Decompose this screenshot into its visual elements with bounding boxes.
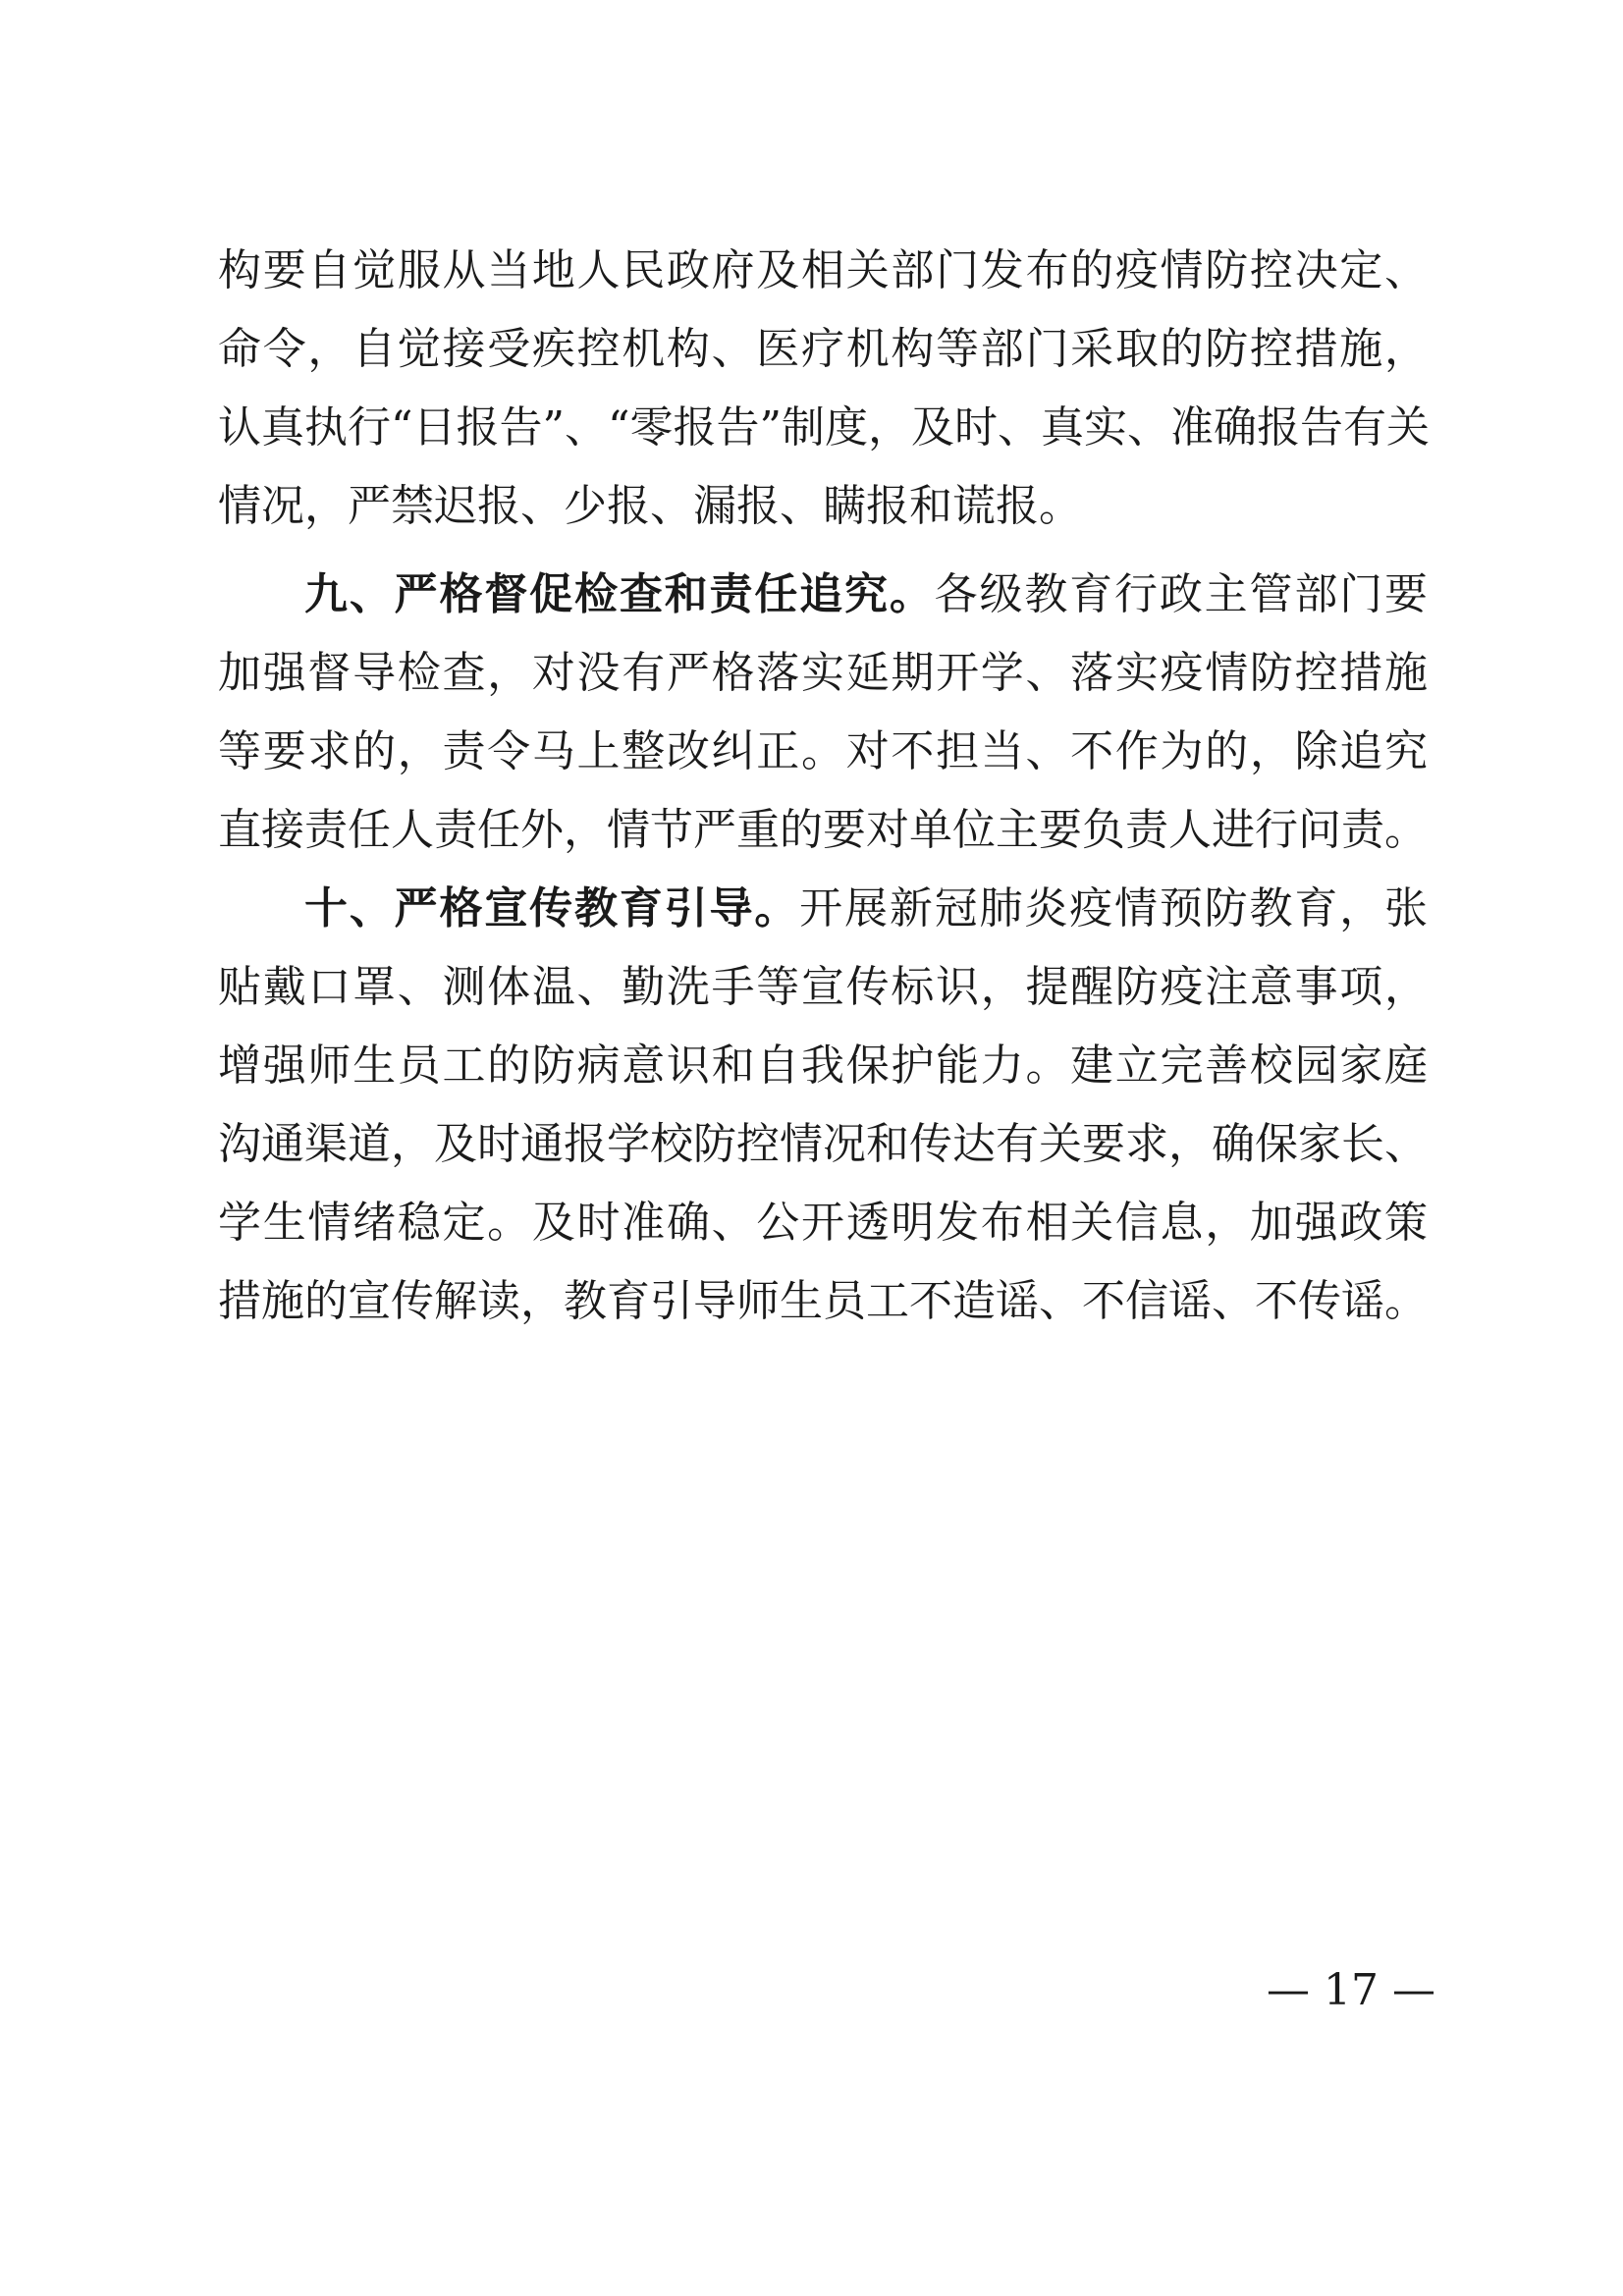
paragraph-line: 贴戴口罩、测体温、勤洗手等宣传标识，提醒防疫注意事项， <box>218 962 1428 1012</box>
paragraph-line: 直接责任人责任外，情节严重的要对单位主要负责人进行问责。 <box>218 805 1428 855</box>
paragraph-line: 学生情绪稳定。及时准确、公开透明发布相关信息，加强政策 <box>218 1198 1428 1248</box>
paragraph-line: 沟通渠道，及时通报学校防控情况和传达有关要求，确保家长、 <box>218 1119 1428 1169</box>
paragraph-line: 增强师生员工的防病意识和自我保护能力。建立完善校园家庭 <box>218 1041 1428 1091</box>
section-9-first-line <box>304 556 1428 634</box>
section-9-first-line-text: 各级教育行政主管部门要 <box>934 569 1429 619</box>
page-number: — 17 — <box>1267 1965 1435 2015</box>
paragraph-line: 措施的宣传解读，教育引导师生员工不造谣、不信谣、不传谣。 <box>218 1276 1428 1326</box>
section-10-heading: 十、严格宣传教育引导。 <box>304 883 800 934</box>
paragraph-line: 认真执行“日报告”、“零报告”制度，及时、真实、准确报告有关 <box>218 402 1430 453</box>
paragraph-line: 加强督导检查，对没有严格落实延期开学、落实疫情防控措施 <box>218 648 1428 698</box>
paragraph-line: 情况，严禁迟报、少报、漏报、瞒报和谎报。 <box>218 481 1082 531</box>
paragraph-line: 命令，自觉接受疾控机构、医疗机构等部门采取的防控措施， <box>218 324 1428 374</box>
section-10-first-line <box>304 870 1428 948</box>
paragraph-line: 等要求的，责令马上整改纠正。对不担当、不作为的，除追究 <box>218 726 1428 776</box>
paragraph-line: 构要自觉服从当地人民政府及相关部门发布的疫情防控决定、 <box>218 245 1428 295</box>
section-10-first-line-text: 开展新冠肺炎疫情预防教育，张 <box>799 883 1429 934</box>
section-9-heading: 九、严格督促检查和责任追究。 <box>304 569 935 619</box>
